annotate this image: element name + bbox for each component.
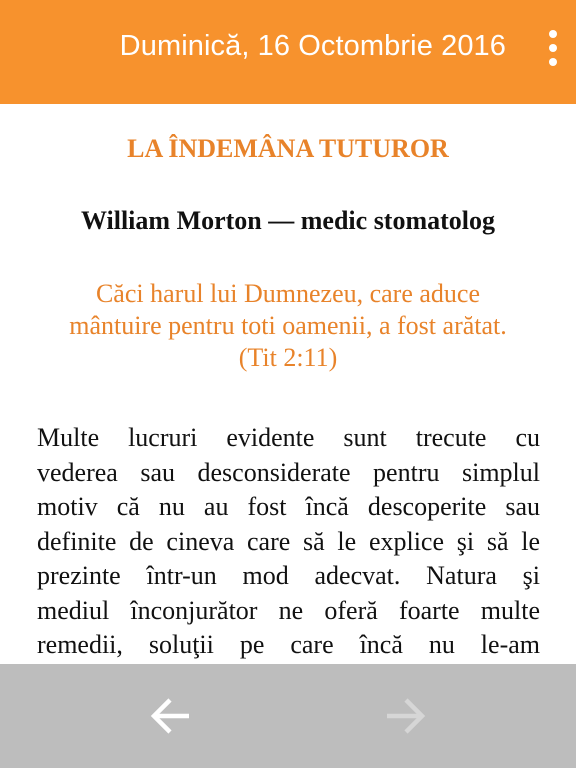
- menu-dot: [549, 30, 557, 38]
- article-body: [37, 421, 540, 663]
- menu-dot: [549, 58, 557, 66]
- body-line: motiv că nu au fost încă descoperite sau: [37, 492, 540, 521]
- more-vertical-icon[interactable]: [536, 26, 570, 70]
- forward-button[interactable]: [379, 690, 431, 742]
- arrow-left-icon: [145, 690, 197, 742]
- back-button[interactable]: [145, 690, 197, 742]
- body-line: vederea sau desconsiderate pentru simplul: [37, 457, 540, 487]
- bible-verse: [30, 278, 546, 374]
- bottom-navigation-bar: [0, 664, 576, 768]
- app-bar: [0, 0, 576, 104]
- app-bar-title: Duminică, 16 Octombrie 2016: [119, 30, 506, 62]
- article-author: William Morton — medic stomatolog: [80, 206, 496, 235]
- article-content[interactable]: [0, 104, 576, 664]
- body-line: mediul înconjurător ne oferă foarte multe: [37, 595, 540, 625]
- body-line: prezinte într-un mod adecvat. Natura şi: [37, 561, 540, 590]
- verse-line: Căci harul lui Dumnezeu, care aduce: [95, 279, 481, 308]
- verse-line: mântuire pentru toti oamenii, a fost arătat.: [69, 311, 507, 340]
- arrow-right-icon: [379, 690, 431, 742]
- menu-dot: [549, 44, 557, 52]
- body-line: definite de cineva care să le explice şi să le: [37, 526, 540, 556]
- verse-reference: (Tit 2:11): [238, 343, 338, 372]
- body-line: remedii, soluţii pe care încă nu le-am: [37, 630, 540, 659]
- article-title: LA ÎNDEMÂNA TUTUROR: [127, 134, 449, 163]
- body-line: Multe lucruri evidente sunt trecute cu: [37, 423, 540, 452]
